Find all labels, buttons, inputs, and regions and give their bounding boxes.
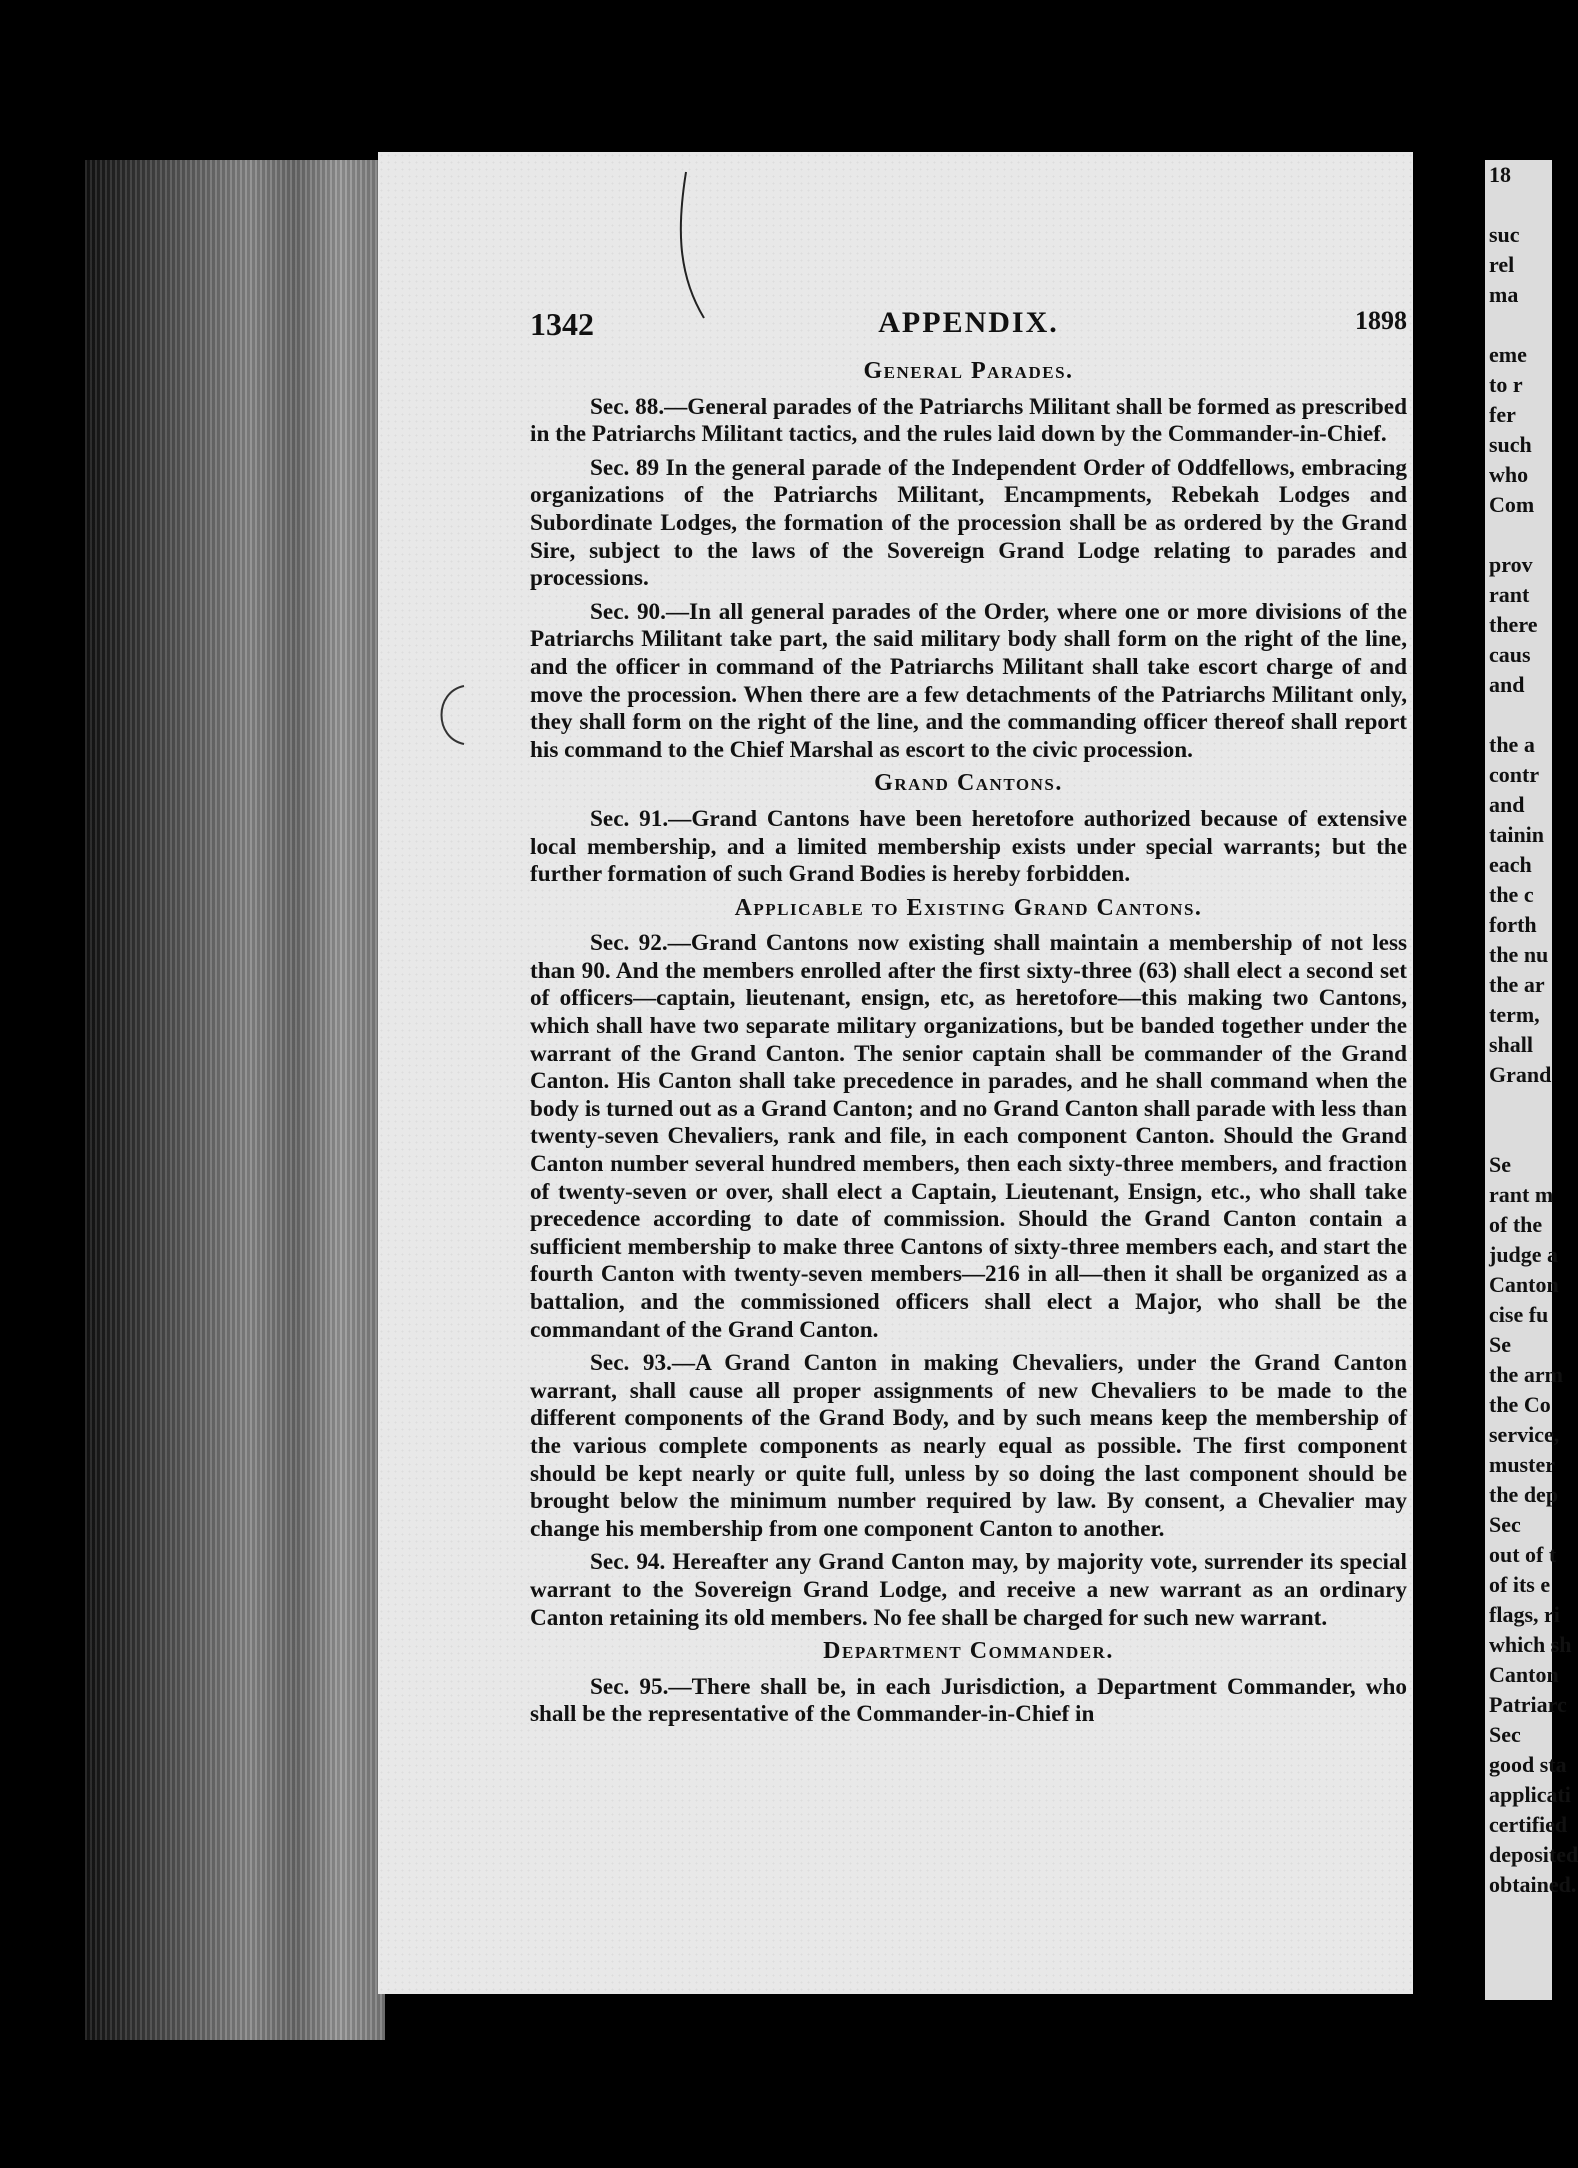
adjacent-page-fragment: of its e (1489, 1572, 1551, 1597)
sec-90: Sec. 90.—In all general parades of the Order, where one or more divisions of the Patriarchs Militant take part, the said military body shall form on the right of the line, and the officer in command of the Patriarchs Militant shall take escort charge of and move the procession. When there are a few detachments of the Patriarchs Militant only, they shall form on the right of the line, and the commanding officer thereof shall report his command to the Chief Marshal as escort to the civic procession. (530, 598, 1407, 763)
adjacent-page-fragment: deposited (1489, 1842, 1578, 1867)
adjacent-page-fragment: prov (1489, 552, 1533, 577)
adjacent-page-fragment: rant m (1489, 1182, 1554, 1207)
adjacent-page-fragment: the dep (1489, 1482, 1559, 1507)
adjacent-page-fragment (1485, 190, 1552, 220)
adjacent-page-fragment (1485, 310, 1552, 340)
adjacent-page-fragment: caus (1489, 642, 1531, 667)
adjacent-page-fragment: of the (1489, 1212, 1543, 1237)
adjacent-page-fragment: such (1489, 432, 1532, 457)
adjacent-page-fragment: out of t (1489, 1542, 1557, 1567)
adjacent-page-fragment: Patriarc (1489, 1692, 1567, 1717)
adjacent-page-fragment (1485, 1090, 1552, 1120)
book-page (378, 152, 1413, 1994)
adjacent-page-fragment: judge a (1489, 1242, 1559, 1267)
page-body (530, 352, 1407, 1735)
adjacent-page-fragment: term, (1489, 1002, 1540, 1027)
adjacent-page-fragment: Grand (1489, 1062, 1552, 1087)
sec-88: Sec. 88.—General parades of the Patriarchs Militant shall be formed as prescribed in the Patriarchs Militant tactics, and the rules laid down by the Commander-in-Chief. (530, 393, 1407, 448)
adjacent-page-fragment: there (1489, 612, 1538, 637)
adjacent-page-fragment: tainin (1489, 822, 1545, 847)
adjacent-page-fragment: each (1489, 852, 1532, 877)
adjacent-page-fragment: the arm (1489, 1362, 1563, 1387)
adjacent-page-fragment: suc (1489, 222, 1520, 247)
sec-92: Sec. 92.—Grand Cantons now existing shall maintain a membership of not less than 90. And the members enrolled after the first sixty-three (63) shall elect a second set of officers—captain, lieutenant, ensign, etc, as heretofore—this making two Cantons, which shall have two separate military organizations, but be banded together under the warrant of the Grand Canton. The senior captain shall be commander of the Grand Canton. His Canton shall take precedence in parades, and he shall command when the body is turned out as a Grand Canton; and no Grand Canton shall parade with less than twenty-seven Chevaliers, rank and file, in each component Canton. Should the Grand Canton number several hundred members, then each sixty-three members, and fraction of twenty-seven or over, shall elect a Captain, Lieutenant, Ensign, etc., who shall take precedence according to date of commission. Should the Grand Canton contain a sufficient membership to make three Cantons of sixty-three members each, and start the fourth Canton with twenty-seven members—216 in all—then it shall be organized as a battalion, and the commissioned officers shall elect a Major, who shall be the commandant of the Grand Canton. (530, 930, 1407, 1343)
page-header (530, 302, 1407, 346)
adjacent-page-fragment: Canton (1489, 1662, 1559, 1687)
sec-89: Sec. 89 In the general parade of the Independent Order of Oddfellows, embracing organizations of the Patriarchs Militant, Encampments, Rebekah Lodges and Subordinate Lodges, the formation of the procession shall be as ordered by the Grand Sire, subject to the laws of the Sovereign Grand Lodge relating to parades and processions. (530, 454, 1407, 592)
sec-94: Sec. 94. Hereafter any Grand Canton may, by majority vote, surrender its special warrant to the Sovereign Grand Lodge, and receive a new warrant as an ordinary Canton retaining its old members. No fee shall be charged for such new warrant. (530, 1549, 1407, 1631)
adjacent-page-fragment: the Co (1489, 1392, 1551, 1417)
running-title: APPENDIX. (878, 306, 1059, 339)
section-heading-existing-grand-cantons: Applicable to Existing Grand Cantons. (734, 894, 1203, 921)
adjacent-page-fragment: which sh (1489, 1632, 1572, 1657)
sec-95: Sec. 95.—There shall be, in each Jurisdiction, a Department Commander, who shall be the representative of the Commander-in-Chief in (530, 1673, 1407, 1728)
book-spine-edge (85, 160, 385, 2040)
adjacent-page-fragment: the ar (1489, 972, 1545, 997)
adjacent-page-fragment: Sec (1489, 1722, 1521, 1747)
adjacent-page-fragment: Se (1489, 1332, 1511, 1357)
adjacent-page-fragment: flags, ri (1489, 1602, 1560, 1627)
adjacent-page-fragment: who (1489, 462, 1529, 487)
pencil-stroke-mark (674, 172, 714, 322)
adjacent-page-fragment: and (1489, 792, 1525, 817)
adjacent-page-fragment: Sec (1489, 1512, 1521, 1537)
adjacent-page-fragment: to r (1489, 372, 1523, 397)
adjacent-page-fragment: 18 (1489, 162, 1511, 187)
adjacent-page-fragment (1485, 1120, 1552, 1150)
adjacent-page-fragment: the c (1489, 882, 1534, 907)
adjacent-page-fragment: forth (1489, 912, 1537, 937)
adjacent-page-fragment: ma (1489, 282, 1519, 307)
adjacent-page-fragment (1485, 700, 1552, 730)
adjacent-page-fragment: obtained. (1489, 1872, 1577, 1897)
sec-93: Sec. 93.—A Grand Canton in making Chevaliers, under the Grand Canton warrant, shall cause all proper assignments of new Chevaliers to be made to the different components of the Grand Body, and by such means keep the membership of the various complete components as nearly equal as possible. The first component should be kept nearly or quite full, unless by so doing the last component should be brought below the minimum number required by law. By consent, a Chevalier may change his membership from one component Canton to another. (530, 1350, 1407, 1542)
adjacent-page-fragment: service, (1489, 1422, 1560, 1447)
adjacent-page-fragment: the a (1489, 732, 1535, 757)
section-heading-department-commander: Department Commander. (823, 1638, 1114, 1665)
adjacent-page-fragment: cise fu (1489, 1302, 1549, 1327)
adjacent-page-fragment: fer (1489, 402, 1516, 427)
section-heading-general-parades: General Parades. (863, 358, 1074, 384)
adjacent-page-fragment: rel (1489, 252, 1515, 277)
adjacent-page-fragment: and (1489, 672, 1525, 697)
adjacent-page-fragment: certified (1489, 1812, 1568, 1837)
adjacent-page-fragment: rant (1489, 582, 1530, 607)
adjacent-page-fragment: applicati (1489, 1782, 1571, 1807)
page-year: 1898 (1355, 306, 1407, 335)
adjacent-page-fragment: muster (1489, 1452, 1555, 1477)
adjacent-page-fragment: Canton (1489, 1272, 1559, 1297)
page-number: 1342 (530, 306, 594, 342)
bracket-mark (430, 682, 470, 752)
adjacent-page-fragment: good sta (1489, 1752, 1567, 1777)
adjacent-page-fragment: Se (1489, 1152, 1511, 1177)
sec-91: Sec. 91.—Grand Cantons have been heretofore authorized because of extensive local membership, and a limited membership exists under special warrants; but the further formation of such Grand Bodies is hereby forbidden. (530, 805, 1407, 888)
adjacent-page-fragment: contr (1489, 762, 1540, 787)
adjacent-page-fragment (1485, 520, 1552, 550)
adjacent-page-fragment: Com (1489, 492, 1535, 517)
adjacent-page-edge (1485, 160, 1578, 2000)
adjacent-page-fragment: shall (1489, 1032, 1534, 1057)
adjacent-page-fragment: eme (1489, 342, 1527, 367)
section-heading-grand-cantons: Grand Cantons. (874, 770, 1063, 797)
adjacent-page-fragment: the nu (1489, 942, 1549, 967)
